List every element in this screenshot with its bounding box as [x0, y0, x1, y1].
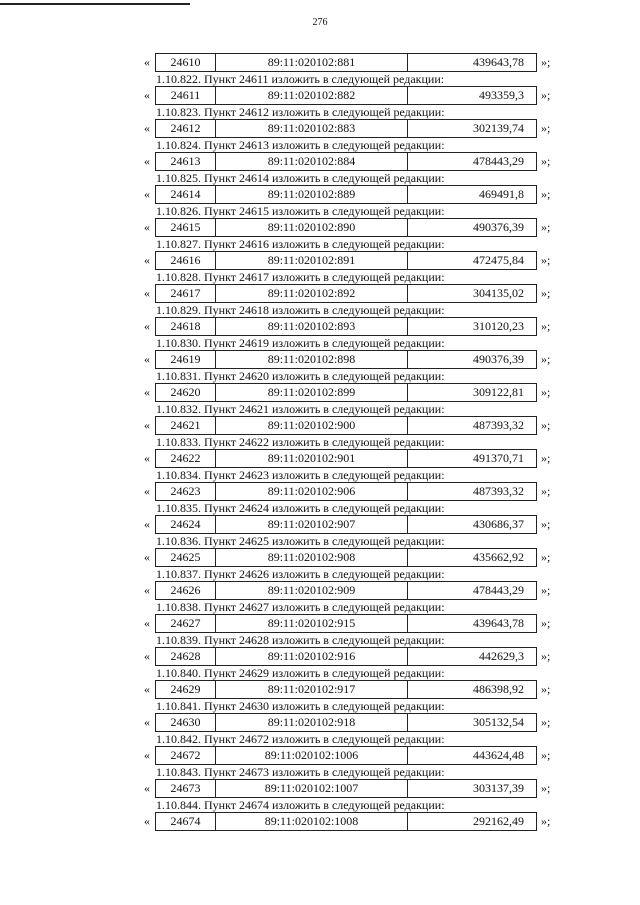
table-row — [140, 218, 560, 237]
table-row — [140, 449, 560, 468]
row-table — [155, 779, 537, 798]
item-number-cell: 24610 — [156, 54, 216, 71]
cadastral-number-cell: 89:11:020102:909 — [216, 582, 408, 599]
open-quote: « — [144, 121, 150, 135]
table-row — [140, 647, 560, 666]
table-row — [140, 482, 560, 501]
value-cell: 302139,74 — [473, 121, 524, 135]
value-cell: 435662,92 — [473, 550, 524, 564]
row-table — [155, 53, 537, 72]
item-number-cell: 24622 — [156, 450, 216, 467]
open-quote: « — [144, 583, 150, 597]
close-quote: »; — [541, 55, 551, 69]
row-table — [155, 614, 537, 633]
item-number-cell: 24616 — [156, 252, 216, 269]
close-quote: »; — [541, 616, 551, 630]
amendment-instruction: 1.10.827. Пункт 24616 изложить в следующей редакции: — [156, 237, 445, 251]
cadastral-number-cell: 89:11:020102:884 — [216, 153, 408, 170]
close-quote: »; — [541, 286, 551, 300]
amendment-entry — [140, 699, 560, 732]
open-quote: « — [144, 319, 150, 333]
row-table — [155, 383, 537, 402]
amendment-entry — [140, 402, 560, 435]
open-quote: « — [144, 88, 150, 102]
amendment-entry — [140, 303, 560, 336]
value-cell: 478443,29 — [473, 583, 524, 597]
cadastral-number-cell: 89:11:020102:1006 — [216, 747, 408, 764]
amendment-instruction: 1.10.824. Пункт 24613 изложить в следующей редакции: — [156, 138, 445, 152]
amendment-instruction: 1.10.841. Пункт 24630 изложить в следующей редакции: — [156, 699, 445, 713]
item-number-cell: 24613 — [156, 153, 216, 170]
amendment-entry — [140, 666, 560, 699]
amendment-instruction: 1.10.842. Пункт 24672 изложить в следующей редакции: — [156, 732, 445, 746]
item-number-cell: 24624 — [156, 516, 216, 533]
value-cell: 472475,84 — [473, 253, 524, 267]
item-number-cell: 24612 — [156, 120, 216, 137]
close-quote: »; — [541, 649, 551, 663]
amendment-entry — [140, 138, 560, 171]
amendment-entry — [140, 237, 560, 270]
value-cell: 490376,39 — [473, 352, 524, 366]
row-table — [155, 251, 537, 270]
cadastral-number-cell: 89:11:020102:893 — [216, 318, 408, 335]
table-row — [140, 548, 560, 567]
open-quote: « — [144, 550, 150, 564]
cadastral-number-cell: 89:11:020102:900 — [216, 417, 408, 434]
amendment-entry — [140, 53, 560, 72]
close-quote: »; — [541, 418, 551, 432]
cadastral-number-cell: 89:11:020102:916 — [216, 648, 408, 665]
close-quote: »; — [541, 484, 551, 498]
table-row — [140, 383, 560, 402]
close-quote: »; — [541, 517, 551, 531]
amendment-instruction: 1.10.837. Пункт 24626 изложить в следующей редакции: — [156, 567, 445, 581]
value-cell: 310120,23 — [473, 319, 524, 333]
amendment-entry — [140, 204, 560, 237]
table-row — [140, 416, 560, 435]
amendment-entry — [140, 336, 560, 369]
table-row — [140, 680, 560, 699]
close-quote: »; — [541, 154, 551, 168]
row-table — [155, 152, 537, 171]
cadastral-number-cell: 89:11:020102:883 — [216, 120, 408, 137]
amendment-entry — [140, 105, 560, 138]
amendment-instruction: 1.10.828. Пункт 24617 изложить в следующей редакции: — [156, 270, 445, 284]
amendment-instruction: 1.10.822. Пункт 24611 изложить в следующей редакции: — [156, 72, 445, 86]
amendment-instruction: 1.10.823. Пункт 24612 изложить в следующей редакции: — [156, 105, 445, 119]
amendment-entry — [140, 798, 560, 831]
cadastral-number-cell: 89:11:020102:881 — [216, 54, 408, 71]
row-table — [155, 86, 537, 105]
close-quote: »; — [541, 220, 551, 234]
value-cell: 493359,3 — [479, 88, 524, 102]
amendment-instruction: 1.10.833. Пункт 24622 изложить в следующей редакции: — [156, 435, 445, 449]
open-quote: « — [144, 748, 150, 762]
document-body — [140, 53, 560, 831]
open-quote: « — [144, 352, 150, 366]
item-number-cell: 24674 — [156, 813, 216, 830]
value-cell: 430686,37 — [473, 517, 524, 531]
close-quote: »; — [541, 583, 551, 597]
table-row — [140, 614, 560, 633]
table-row — [140, 86, 560, 105]
open-quote: « — [144, 616, 150, 630]
row-table — [155, 317, 537, 336]
cadastral-number-cell: 89:11:020102:889 — [216, 186, 408, 203]
table-row — [140, 746, 560, 765]
open-quote: « — [144, 418, 150, 432]
row-table — [155, 548, 537, 567]
item-number-cell: 24611 — [156, 87, 216, 104]
cadastral-number-cell: 89:11:020102:907 — [216, 516, 408, 533]
amendment-entry — [140, 732, 560, 765]
amendment-entry — [140, 369, 560, 402]
table-row — [140, 713, 560, 732]
value-cell: 439643,78 — [473, 616, 524, 630]
row-table — [155, 482, 537, 501]
table-row — [140, 284, 560, 303]
amendment-entry — [140, 765, 560, 798]
amendment-entry — [140, 534, 560, 567]
amendment-entry — [140, 600, 560, 633]
row-table — [155, 185, 537, 204]
cadastral-number-cell: 89:11:020102:918 — [216, 714, 408, 731]
item-number-cell: 24615 — [156, 219, 216, 236]
close-quote: »; — [541, 451, 551, 465]
amendment-instruction: 1.10.835. Пункт 24624 изложить в следующей редакции: — [156, 501, 445, 515]
close-quote: »; — [541, 682, 551, 696]
open-quote: « — [144, 385, 150, 399]
value-cell: 478443,29 — [473, 154, 524, 168]
open-quote: « — [144, 187, 150, 201]
table-row — [140, 317, 560, 336]
cadastral-number-cell: 89:11:020102:917 — [216, 681, 408, 698]
open-quote: « — [144, 682, 150, 696]
close-quote: »; — [541, 187, 551, 201]
open-quote: « — [144, 649, 150, 663]
table-row — [140, 515, 560, 534]
amendment-entry — [140, 171, 560, 204]
value-cell: 486398,92 — [473, 682, 524, 696]
open-quote: « — [144, 715, 150, 729]
cadastral-number-cell: 89:11:020102:898 — [216, 351, 408, 368]
table-row — [140, 152, 560, 171]
row-table — [155, 581, 537, 600]
item-number-cell: 24619 — [156, 351, 216, 368]
row-table — [155, 515, 537, 534]
close-quote: »; — [541, 319, 551, 333]
row-table — [155, 746, 537, 765]
cadastral-number-cell: 89:11:020102:892 — [216, 285, 408, 302]
open-quote: « — [144, 286, 150, 300]
table-row — [140, 350, 560, 369]
amendment-entry — [140, 501, 560, 534]
row-table — [155, 284, 537, 303]
amendment-instruction: 1.10.825. Пункт 24614 изложить в следующей редакции: — [156, 171, 445, 185]
page-number: 276 — [312, 17, 328, 28]
table-row — [140, 53, 560, 72]
close-quote: »; — [541, 715, 551, 729]
value-cell: 487393,32 — [473, 484, 524, 498]
cadastral-number-cell: 89:11:020102:908 — [216, 549, 408, 566]
cadastral-number-cell: 89:11:020102:915 — [216, 615, 408, 632]
row-table — [155, 713, 537, 732]
close-quote: »; — [541, 748, 551, 762]
table-row — [140, 779, 560, 798]
value-cell: 487393,32 — [473, 418, 524, 432]
cadastral-number-cell: 89:11:020102:899 — [216, 384, 408, 401]
item-number-cell: 24617 — [156, 285, 216, 302]
item-number-cell: 24627 — [156, 615, 216, 632]
cadastral-number-cell: 89:11:020102:1008 — [216, 813, 408, 830]
value-cell: 304135,02 — [473, 286, 524, 300]
value-cell: 305132,54 — [473, 715, 524, 729]
table-row — [140, 812, 560, 831]
cadastral-number-cell: 89:11:020102:890 — [216, 219, 408, 236]
value-cell: 491370,71 — [473, 451, 524, 465]
open-quote: « — [144, 814, 150, 828]
value-cell: 443624,48 — [473, 748, 524, 762]
table-row — [140, 581, 560, 600]
open-quote: « — [144, 484, 150, 498]
value-cell: 309122,81 — [473, 385, 524, 399]
close-quote: »; — [541, 781, 551, 795]
value-cell: 303137,39 — [473, 781, 524, 795]
close-quote: »; — [541, 385, 551, 399]
amendment-entry — [140, 633, 560, 666]
amendment-instruction: 1.10.830. Пункт 24619 изложить в следующей редакции: — [156, 336, 445, 350]
row-table — [155, 680, 537, 699]
amendment-instruction: 1.10.829. Пункт 24618 изложить в следующей редакции: — [156, 303, 445, 317]
item-number-cell: 24618 — [156, 318, 216, 335]
cadastral-number-cell: 89:11:020102:901 — [216, 450, 408, 467]
table-row — [140, 119, 560, 138]
row-table — [155, 416, 537, 435]
amendment-instruction: 1.10.834. Пункт 24623 изложить в следующей редакции: — [156, 468, 445, 482]
table-row — [140, 185, 560, 204]
row-table — [155, 119, 537, 138]
open-quote: « — [144, 781, 150, 795]
cadastral-number-cell: 89:11:020102:906 — [216, 483, 408, 500]
amendment-entry — [140, 435, 560, 468]
table-row — [140, 251, 560, 270]
open-quote: « — [144, 517, 150, 531]
value-cell: 469491,8 — [479, 187, 524, 201]
amendment-instruction: 1.10.831. Пункт 24620 изложить в следующей редакции: — [156, 369, 445, 383]
amendment-entry — [140, 270, 560, 303]
amendment-instruction: 1.10.840. Пункт 24629 изложить в следующей редакции: — [156, 666, 445, 680]
amendment-entry — [140, 468, 560, 501]
item-number-cell: 24614 — [156, 186, 216, 203]
item-number-cell: 24625 — [156, 549, 216, 566]
amendment-instruction: 1.10.838. Пункт 24627 изложить в следующей редакции: — [156, 600, 445, 614]
item-number-cell: 24628 — [156, 648, 216, 665]
row-table — [155, 812, 537, 831]
close-quote: »; — [541, 814, 551, 828]
value-cell: 442629,3 — [479, 649, 524, 663]
open-quote: « — [144, 154, 150, 168]
amendment-entry — [140, 72, 560, 105]
item-number-cell: 24673 — [156, 780, 216, 797]
row-table — [155, 647, 537, 666]
item-number-cell: 24626 — [156, 582, 216, 599]
row-table — [155, 218, 537, 237]
amendment-instruction: 1.10.844. Пункт 24674 изложить в следующей редакции: — [156, 798, 445, 812]
row-table — [155, 350, 537, 369]
close-quote: »; — [541, 550, 551, 564]
item-number-cell: 24620 — [156, 384, 216, 401]
value-cell: 292162,49 — [473, 814, 524, 828]
amendment-instruction: 1.10.826. Пункт 24615 изложить в следующей редакции: — [156, 204, 445, 218]
close-quote: »; — [541, 352, 551, 366]
item-number-cell: 24630 — [156, 714, 216, 731]
item-number-cell: 24623 — [156, 483, 216, 500]
amendment-instruction: 1.10.832. Пункт 24621 изложить в следующей редакции: — [156, 402, 445, 416]
open-quote: « — [144, 220, 150, 234]
value-cell: 439643,78 — [473, 55, 524, 69]
close-quote: »; — [541, 253, 551, 267]
close-quote: »; — [541, 121, 551, 135]
item-number-cell: 24629 — [156, 681, 216, 698]
row-table — [155, 449, 537, 468]
cadastral-number-cell: 89:11:020102:1007 — [216, 780, 408, 797]
item-number-cell: 24621 — [156, 417, 216, 434]
value-cell: 490376,39 — [473, 220, 524, 234]
cadastral-number-cell: 89:11:020102:882 — [216, 87, 408, 104]
open-quote: « — [144, 451, 150, 465]
amendment-instruction: 1.10.836. Пункт 24625 изложить в следующей редакции: — [156, 534, 445, 548]
cadastral-number-cell: 89:11:020102:891 — [216, 252, 408, 269]
open-quote: « — [144, 55, 150, 69]
item-number-cell: 24672 — [156, 747, 216, 764]
amendment-instruction: 1.10.843. Пункт 24673 изложить в следующей редакции: — [156, 765, 445, 779]
top-rule — [0, 3, 190, 5]
open-quote: « — [144, 253, 150, 267]
amendment-entry — [140, 567, 560, 600]
amendment-instruction: 1.10.839. Пункт 24628 изложить в следующей редакции: — [156, 633, 445, 647]
close-quote: »; — [541, 88, 551, 102]
